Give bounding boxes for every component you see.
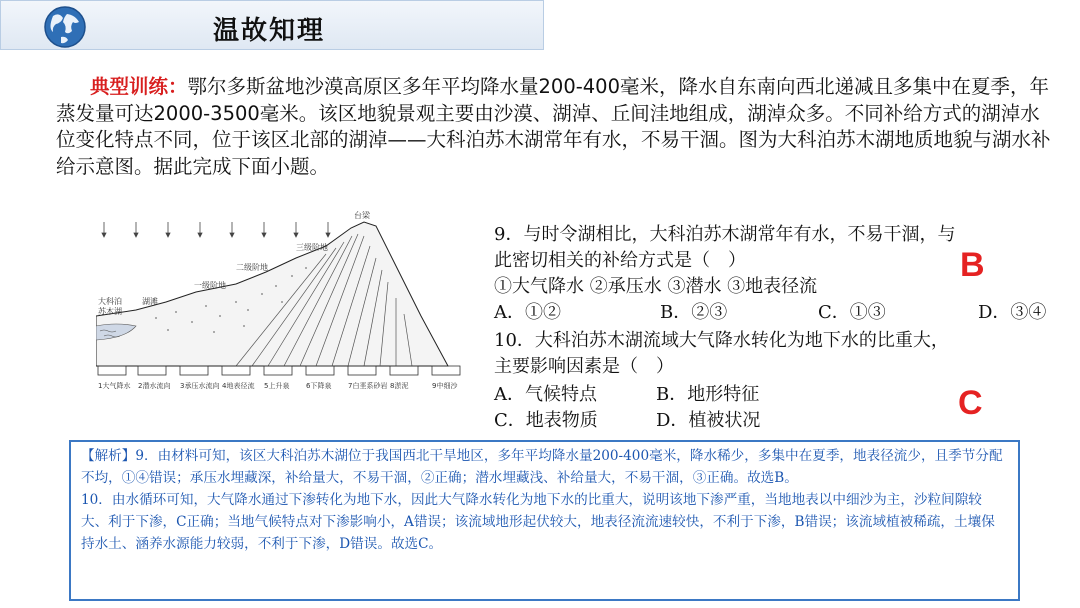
- q9-option-a: A．①②: [494, 302, 561, 323]
- q9-answer: B: [960, 246, 985, 284]
- explanation-p2: 10．由水循环可知，大气降水通过下渗转化为地下水，因此大气降水转化为地下水的比重大，说明该地下渗严重，当地地表以中细沙为主，沙粒间隙较大、利于下渗，C正确；当地气候特点对下渗影响小，A错误；该流域地形起伏较大，地表径流流速较快，不利于下渗，B错误；该流域植被稀疏，土壤保持水土、涵养水源能力较弱，不利于下渗，D错误。故选C。: [81, 492, 995, 552]
- q9-items: ①大气降水 ②承压水 ③潜水 ③地表径流: [494, 276, 818, 297]
- intro-text: 鄂尔多斯盆地沙漠高原区多年平均降水量200-400毫米，降水自东南向西北递减且多集中在夏季，年蒸发量可达2000-3500毫米。该区地貌景观主要由沙漠、湖淖、丘间洼地组成，湖淖众多。不同补给方式的湖淖水位变化特点不同，位于该区北部的湖淖——大科泊苏木湖常年有水，不易干涸。图为大科泊苏木湖地质地貌与湖水补给示意图。据此完成下面小题。: [56, 75, 1051, 178]
- label-lake-name-2: 苏木湖: [98, 307, 122, 316]
- q9-option-d: D．③④: [978, 302, 1047, 323]
- q10-option-c: C．地表物质: [494, 410, 598, 431]
- legend-item: 6下降泉: [306, 382, 332, 390]
- label-terrace-3: 三级阶地: [296, 243, 328, 252]
- explanation-box: [69, 440, 1020, 601]
- label-lake-shore: 湖滩: [142, 297, 158, 306]
- figure-legend: [98, 381, 458, 390]
- label-terrace-2: 二级阶地: [236, 263, 268, 272]
- q10-answer: C: [958, 384, 983, 422]
- legend-item: 1大气降水: [98, 382, 131, 390]
- legend-item: 3承压水流向: [180, 382, 220, 390]
- q10-option-a: A．气候特点: [494, 384, 597, 405]
- legend-item: 2潜水流向: [138, 382, 171, 390]
- explanation-tag: 【解析】: [81, 448, 136, 464]
- explanation-p1: [81, 445, 1008, 489]
- label-lake-name-1: 大科泊: [98, 297, 122, 306]
- q10-option-b: B．地形特征: [656, 384, 760, 405]
- legend-item: 8淤泥: [390, 382, 409, 390]
- q9-option-c: C．①③: [818, 302, 886, 323]
- legend-item: 7白垩系砂岩: [348, 382, 388, 390]
- rain-arrows: [102, 222, 330, 237]
- lake-geology-diagram: [96, 206, 480, 396]
- label-terrace-1: 一级阶地: [194, 281, 226, 290]
- q9-stem-line2: 此密切相关的补给方式是（ ）: [494, 250, 746, 271]
- legend-item: 5上升泉: [264, 382, 290, 390]
- slide-header: [0, 0, 544, 50]
- explanation-text-9: 9．由材料可知，该区大科泊苏木湖位于我国西北干旱地区，多年平均降水量200-400毫米，降水稀少，多集中在夏季，地表径流少，且季节分配不均，①④错误；承压水埋藏深，补给量大，不易干涸，②正确；潜水埋藏浅、补给量大，不易干涸，③正确。故选B。: [81, 448, 1003, 486]
- q10-stem-line2: 主要影响因素是（ ）: [494, 356, 674, 377]
- legend-item: 4地表径流: [222, 382, 255, 390]
- label-tai-liang: 台梁: [354, 211, 370, 220]
- intro-paragraph: [56, 74, 1056, 180]
- q10-option-d: D．植被状况: [656, 410, 761, 431]
- q9-option-b: B．②③: [660, 302, 728, 323]
- page-title: 温故知理: [213, 16, 326, 46]
- globe-icon: [39, 4, 91, 50]
- q10-stem-line1: 10．大科泊苏木湖流域大气降水转化为地下水的比重大，: [494, 330, 949, 351]
- intro-lead: 典型训练：: [90, 75, 188, 98]
- legend-item: 9中细沙: [432, 382, 458, 390]
- q9-stem-line1: 9．与时令湖相比，大科泊苏木湖常年有水，不易干涸，与: [494, 224, 956, 245]
